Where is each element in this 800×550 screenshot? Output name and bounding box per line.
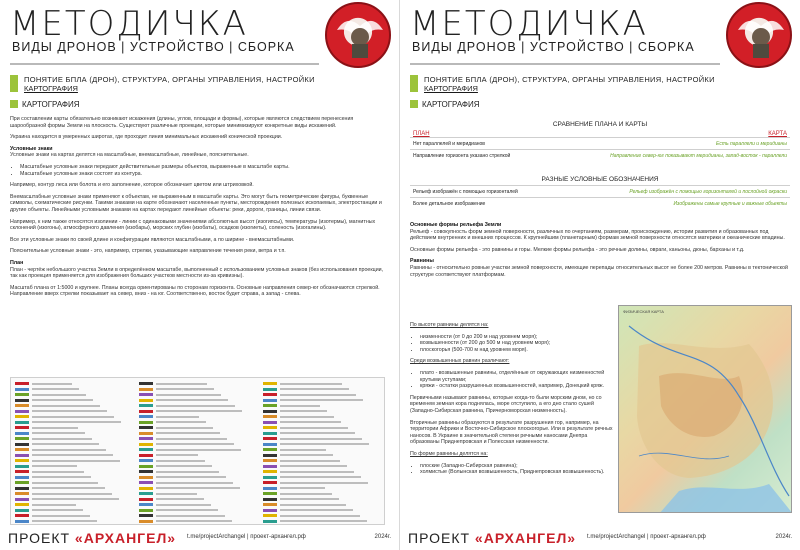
section-marker [10,75,18,92]
table-row [410,149,790,161]
legend-label-line [32,515,90,517]
legend-label-line [156,449,241,451]
archangel-logo [726,2,792,68]
legend-symbol [139,415,153,418]
paragraph: План - чертёж небольшого участка Земли в определённом масштабе, выполненный с использованием условных знаков (без использования проекции, так как проекция применяется для изображения больших участков местности из-за кривизны). [10,266,384,280]
subheading: Равнины [410,258,434,265]
plan-cell: Более детальное изображение [413,200,486,207]
legend-label-line [32,471,84,473]
header-divider [10,63,319,65]
legend-symbol [139,520,153,523]
list-item: • холмистые (Волынская возвышенность, Приднепровская возвышенность). [420,469,614,476]
paragraph: Все эти условные знаки по своей длине и конфигурации являются масштабными, а по ширине - внемасштабными. [10,236,295,243]
legend-symbol [263,382,277,385]
legend-symbol [263,498,277,501]
legend-symbol [139,437,153,440]
legend-symbol [263,492,277,495]
list-item: • Масштабные условные знаки передают действительные размеры объектов, выраженные в масштабе карты. [20,164,389,171]
height-block [410,322,614,329]
legend-label-line [156,394,221,396]
legend-column [263,381,381,524]
legend-symbol [139,410,153,413]
paragraph: Равнины - относительно ровные участки земной поверхности, имеющие перепады относительных высот не более 200 метров. Равнины в тектонической структуре соответствуют платформам. [410,264,788,278]
legend-symbol [139,421,153,424]
legend-label-line [32,405,100,407]
form-block [410,451,614,458]
legend-symbol [139,470,153,473]
legend-label-line [156,465,212,467]
map-cell: Изображены самые крупные и важные объекты [673,200,787,207]
legend-label-line [32,476,91,478]
legend-symbol [15,481,29,484]
legend-symbol [15,432,29,435]
legend-symbol [263,470,277,473]
legend-label-line [156,432,220,434]
heading-marker [410,100,418,108]
legend-label-line [280,421,341,423]
relief-block [410,222,790,242]
subheading: Условные знаки [10,145,53,152]
legend-symbol [139,509,153,512]
legend-label-line [280,438,362,440]
legend-symbol [15,509,29,512]
differences-title: РАЗНЫЕ УСЛОВНЫЕ ОБОЗНАЧЕНИЯ [541,176,659,183]
legend-symbol [15,492,29,495]
legend-label-line [280,509,353,511]
legend-symbol [15,443,29,446]
legend-label-line [156,476,226,478]
plains-block [410,258,790,278]
paragraph: Рельеф - совокупность форм земной поверхности, различных по очертаниям, размерам, происхождению, истории развития и образованных под действием внутренних и внешних процессов. К крупнейшим (планетарным) формам земной поверхности относятся материки и океанические впадины. [410,228,785,242]
differences-table [410,185,790,209]
archangel-logo [325,2,391,68]
legend-symbol [263,426,277,429]
section-subtopic: КАРТОГРАФИЯ [424,84,478,93]
legend-symbol [15,520,29,523]
legend-label-line [32,487,105,489]
column-plan: ПЛАН [413,131,430,137]
map-title: ФИЗИЧЕСКАЯ КАРТА [623,309,664,314]
footer-links: t.me/projectArchangel | проект-архангел.рф [187,534,306,540]
legend-symbol [139,465,153,468]
legend-symbol [139,382,153,385]
legend-symbol [139,426,153,429]
paragraph: Например, к ним также относятся изолинии - линии с одинаковыми значениями абсолютных высот (изогипсы), температуры (изотермы), магнитных склонений (изогоны), атмосферного давления (изобары), морских глубин (изобаты), осадков (изогиеты), соленость (изогалины). [10,218,376,232]
footer-brand [408,530,576,546]
subheading: План [10,259,24,266]
legend-label-line [280,388,349,390]
bullet-list [20,164,389,177]
section-heading [410,100,480,109]
footer-year: 2024г. [374,534,391,540]
footer-year: 2024г. [775,534,792,540]
legend-label-line [32,410,107,412]
legend-label-line [32,504,76,506]
legend-symbol [263,476,277,479]
section-subtopic: КАРТОГРАФИЯ [24,84,78,93]
subheading: Основные формы рельефа Земли [410,222,502,228]
legend-label-line [156,515,225,517]
legend-symbol [15,399,29,402]
footer [0,528,399,550]
page-title: МЕТОДИЧКА [410,4,648,44]
legend-symbol [263,437,277,440]
legend-label-line [156,427,213,429]
footer-brand [8,530,176,546]
legend-label-line [156,410,242,412]
bullet-list [420,334,614,354]
legend-row [139,519,257,525]
map-cell: Есть параллели и меридианы [715,140,787,147]
legend-symbol [15,410,29,413]
legend-label-line [32,482,98,484]
right-body-upper [410,222,790,283]
legend-symbol [263,454,277,457]
legend-label-line [156,416,199,418]
legend-label-line [280,383,342,385]
legend-label-line [156,443,234,445]
plan-cell: Рельеф изображён с помощью горизонталей [413,188,518,195]
legend-symbol [139,492,153,495]
legend-label-line [280,416,334,418]
legend-symbol [15,514,29,517]
legend-label-line [32,432,85,434]
legend-label-line [32,421,121,423]
section-heading-text: КАРТОГРАФИЯ [22,100,80,109]
legend-column [15,381,133,524]
comparison-title: СРАВНЕНИЕ ПЛАНА И КАРТЫ [552,121,648,128]
list-item: • плоскогорья (500-700 м над уровнем моря). [420,347,614,354]
legend-label-line [280,504,346,506]
legend-symbol [263,465,277,468]
physical-map-image [618,305,792,513]
list-item: • низменности (от 0 до 200 м над уровнем моря); [420,334,614,341]
page-subtitle: ВИДЫ ДРОНОВ | УСТРОЙСТВО | СБОРКА [12,40,295,54]
legend-label-line [32,449,106,451]
map-relief-drawing [619,306,792,513]
legend-label-line [156,504,211,506]
legend-label-line [156,487,240,489]
page-title: МЕТОДИЧКА [10,4,248,44]
legend-symbol [139,454,153,457]
brand-prefix: ПРОЕКТ [408,530,471,546]
legend-symbol [263,520,277,523]
legend-symbol [263,448,277,451]
legend-label-line [280,515,360,517]
legend-label-line [156,383,207,385]
legend-label-line [156,405,235,407]
legend-label-line [156,438,227,440]
legend-row [15,519,133,525]
list-item: • плоские (Западно-Сибирская равнина); [420,463,614,470]
legend-label-line [156,509,218,511]
header-divider [410,63,720,65]
legend-symbol [263,514,277,517]
legend-symbol [139,459,153,462]
legend-label-line [156,471,219,473]
legend-symbol [263,443,277,446]
section-heading [10,100,80,109]
legend-symbol [139,393,153,396]
legend-symbol [263,404,277,407]
legend-symbol [139,388,153,391]
section-topic: ПОНЯТИЕ БПЛА (ДРОН), СТРУКТУРА, ОРГАНЫ УПРАВЛЕНИЯ, НАСТРОЙКИ [24,75,315,84]
left-body-text [10,116,389,303]
table-row [410,185,790,197]
legend-symbol [263,432,277,435]
subheading: По высоте равнины делятся на: [410,322,489,328]
list-item: • плато - возвышенные равнины, отделённые от окружающих низменностей крутыми уступами; [420,370,614,383]
brand-name: «АРХАНГЕЛ» [74,530,177,546]
legend-symbol [15,393,29,396]
paragraph: Пояснительные условные знаки - это, например, стрелки, указывающие направление течения реки, ветра и т.п. [10,248,286,255]
legend-label-line [32,388,79,390]
legend-symbol [263,421,277,424]
legend-label-line [32,438,92,440]
legend-symbol [15,470,29,473]
legend-label-line [280,427,348,429]
legend-symbol [139,476,153,479]
paragraph: Украина находится в умеренных широтах, где проходит линия минимальных искажений конической проекции. [10,134,283,141]
paragraph: Например, контур леса или болота и его заполнение, которое обозначает цветом или штриховкой. [10,182,254,189]
legend-symbol [263,459,277,462]
legend-label-line [156,399,228,401]
paragraph: Первичными называют равнины, которые когда-то были морским дном, но со временем земная кора поднялась, море отступило, а его дно стало сушей (Западно-Сибирская равнина, Причерноморская низменность). [410,394,602,414]
list-item: • возвышенности (от 200 до 500 м над уровнем моря); [420,340,614,347]
paragraph: Основные формы рельефа - это равнины и горы. Мелкие формы рельефа - это речные долины, овраги, каньоны, дюны, барханы и т.д. [410,246,745,253]
legend-label-line [32,493,112,495]
comparison-table [410,131,790,161]
signs-block [10,146,389,159]
legend-label-line [32,383,72,385]
legend-label-line [156,520,232,522]
legend-label-line [280,471,354,473]
legend-symbol [263,487,277,490]
legend-label-line [156,482,233,484]
legend-column [139,381,257,524]
legend-label-line [280,399,363,401]
brand-name: «АРХАНГЕЛ» [474,530,577,546]
bullet-list [420,370,614,390]
legend-symbol [15,503,29,506]
legend-symbol [263,410,277,413]
legend-label-line [32,454,113,456]
legend-symbol [15,454,29,457]
legend-symbol [139,498,153,501]
legend-label-line [156,498,204,500]
plan-cell: Направление горизонта указано стрелкой [413,152,511,159]
brand-prefix: ПРОЕКТ [8,530,71,546]
legend-symbol [15,415,29,418]
heading-marker [10,100,18,108]
plan-cell: Нет параллелей и меридианов [413,140,485,147]
legend-symbol [139,503,153,506]
legend-label-line [280,454,333,456]
legend-label-line [280,460,340,462]
legend-symbol [15,404,29,407]
legend-label-line [32,416,114,418]
right-body-lower [410,322,614,481]
section-heading-text: КАРТОГРАФИЯ [422,100,480,109]
page-subtitle: ВИДЫ ДРОНОВ | УСТРОЙСТВО | СБОРКА [412,40,695,54]
legend-symbol [139,514,153,517]
legend-symbol [15,382,29,385]
legend-symbol [15,465,29,468]
legend-label-line [280,498,339,500]
page-right [400,0,800,550]
legend-label-line [280,405,320,407]
legend-label-line [32,520,97,522]
legend-label-line [156,454,198,456]
legend-label-line [156,460,205,462]
legend-symbol [263,481,277,484]
legend-symbol [15,487,29,490]
plan-block [10,260,389,280]
legend-symbol [15,421,29,424]
table-row [410,197,790,209]
legend-label-line [156,421,206,423]
footer [400,528,800,550]
legend-label-line [280,394,356,396]
legend-label-line [280,520,367,522]
bullet-list [420,463,614,476]
legend-label-line [32,509,83,511]
legend-symbol [263,415,277,418]
legend-symbol [139,404,153,407]
legend-label-line [280,482,368,484]
legend-label-line [32,443,99,445]
legend-symbol [15,426,29,429]
legend-symbol [139,443,153,446]
legend-label-line [280,449,326,451]
paragraph: Масштаб плана от 1:5000 и крупнее. Планы всегда ориентированы по сторонам горизонта. Основные направления север-юг обозначаются стрелкой. Направление вверх стрелки показывает на север, вниз - на юг. Соответственно, восток будет справа, а запад - слева. [10,284,380,298]
legend-label-line [280,476,361,478]
legend-label-line [156,493,197,495]
legend-symbol [139,487,153,490]
map-cell: Рельеф изображён с помощью горизонталей и послойной окраски [629,188,787,195]
legend-symbol [263,509,277,512]
legend-symbols-image [10,377,385,525]
legend-label-line [280,465,347,467]
paragraph: Условные знаки на картах делятся на масштабные, внемасштабные, линейные, пояснительные. [10,152,249,159]
legend-label-line [32,498,119,500]
legend-symbol [139,432,153,435]
legend-symbol [15,388,29,391]
legend-symbol [15,437,29,440]
legend-label-line [280,432,355,434]
paragraph: При составлении карты обязательно возникают искажения (длины, углов, площади и формы), которые являются следствием перенесения шарообразной формы Земли на плоскость. Существуют различные проекции, которые минимизируют конкретные виды искажений. [10,116,354,129]
section-marker [410,75,418,92]
legend-row [263,519,381,525]
legend-symbol [15,476,29,479]
legend-symbol [139,399,153,402]
paragraph: Внемасштабные условные знаки применяют к объектам, не выраженным в масштабе карты. Это могут быть геометрические фигуры, буквенные символы, схематические рисунки. Такими знаками на карте обозначают населенные пункты, месторождения полезных ископаемых, электростанции и другие объекты. Линейными условными знаками на картах передают линейные объекты: реки, дороги, границы, линии связи. [10,193,382,213]
subheading: По форме равнины делятся на: [410,450,488,457]
list-item: • кряжи - остатки разрушенных возвышенностей, например, Донецкий кряж. [420,383,614,390]
legend-label-line [280,493,332,495]
legend-symbol [15,459,29,462]
among-block [410,358,614,365]
legend-label-line [280,443,369,445]
legend-symbol [263,503,277,506]
legend-label-line [32,394,86,396]
footer-links: t.me/projectArchangel | проект-архангел.рф [587,534,706,540]
legend-label-line [32,399,93,401]
paragraph: Вторичные равнины образуются в результате разрушения гор, например, на территории Африки и Восточно-Сибирское плоскогорье. Или в результате речных наносов. В Украине в значительной степени речными наносами Днепра образованы Приднепровская и Полесская низменности. [410,419,613,446]
table-row [410,137,790,149]
legend-label-line [156,388,214,390]
legend-symbol [15,498,29,501]
legend-symbol [263,399,277,402]
legend-label-line [280,487,325,489]
legend-symbol [263,393,277,396]
column-map: КАРТА [768,131,787,137]
legend-symbol [139,481,153,484]
legend-label-line [32,465,77,467]
legend-label-line [32,427,78,429]
list-item: • Масштабные условные знаки состоят из контура. [20,171,389,178]
subheading: Среди возвышенных равнин различают: [410,358,510,365]
legend-label-line [32,460,120,462]
legend-symbol [139,448,153,451]
legend-label-line [280,410,327,412]
map-cell: Направление север-юг показывают меридианы, запад-восток - параллели [610,152,787,159]
legend-symbol [15,448,29,451]
section-topic: ПОНЯТИЕ БПЛА (ДРОН), СТРУКТУРА, ОРГАНЫ УПРАВЛЕНИЯ, НАСТРОЙКИ [424,75,715,84]
legend-symbol [263,388,277,391]
